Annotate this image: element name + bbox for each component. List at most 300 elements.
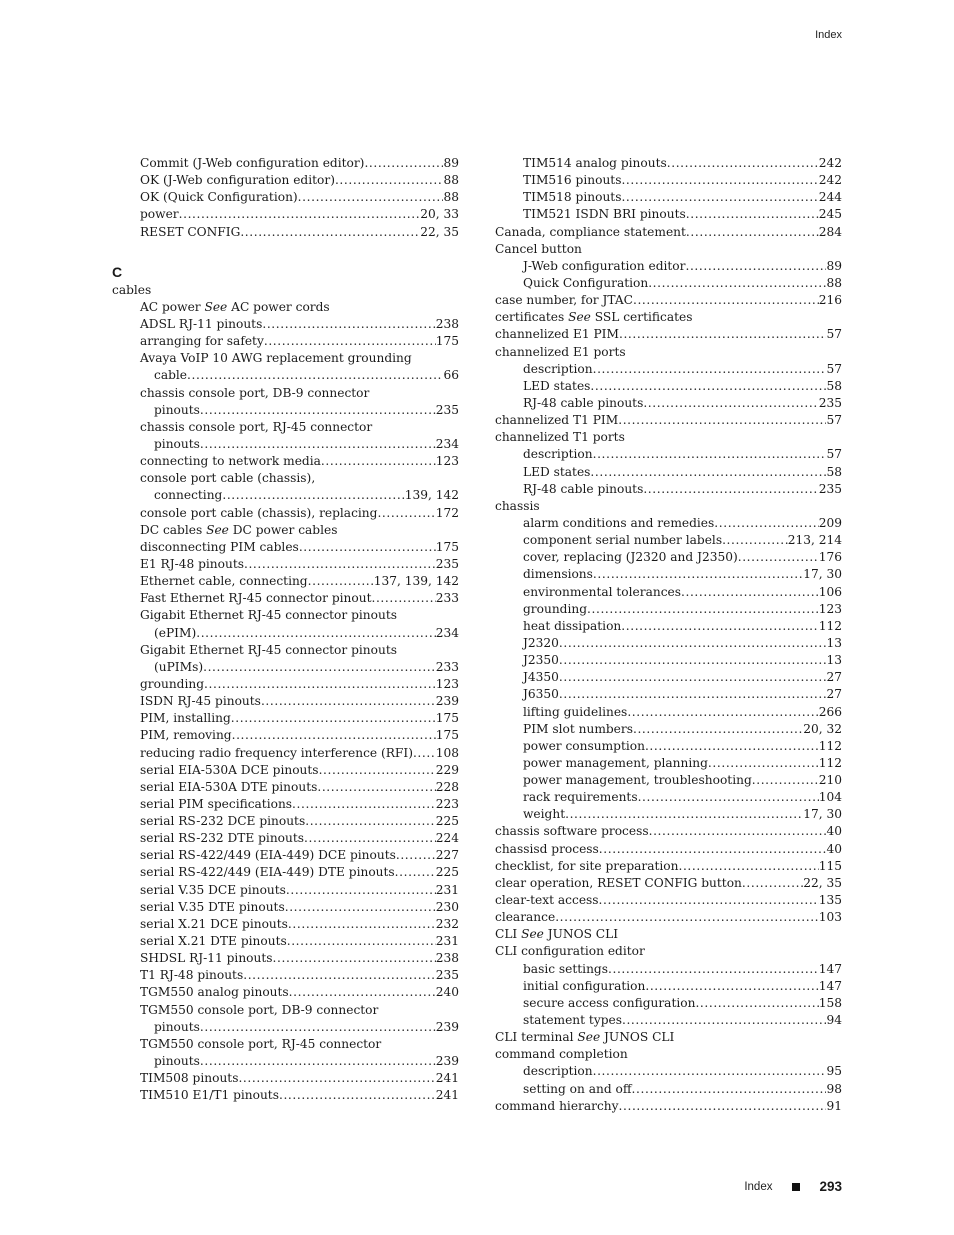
index-entry bbox=[112, 659, 459, 676]
index-entry bbox=[112, 984, 459, 1001]
index-term: reducing radio frequency interference (RFI) bbox=[140, 745, 413, 760]
see-reference: See bbox=[568, 310, 591, 325]
page-reference: 234 bbox=[435, 625, 459, 640]
dot-leader bbox=[321, 453, 436, 470]
index-entry bbox=[495, 978, 842, 995]
index-entry bbox=[495, 926, 842, 943]
dot-leader bbox=[299, 539, 436, 556]
index-term: DC cables See DC power cables bbox=[140, 522, 338, 537]
index-entry bbox=[495, 361, 842, 378]
dot-leader bbox=[396, 847, 436, 864]
index-entry bbox=[112, 453, 459, 470]
page-reference: 22, 35 bbox=[420, 224, 459, 239]
index-term: serial V.35 DCE pinouts bbox=[140, 882, 286, 897]
dot-leader bbox=[395, 864, 436, 881]
page-reference: 108 bbox=[435, 745, 459, 760]
index-entry bbox=[112, 625, 459, 642]
index-term: CLI configuration editor bbox=[495, 944, 645, 959]
index-term: AC power See AC power cords bbox=[140, 299, 330, 314]
page-reference: 175 bbox=[435, 711, 459, 726]
index-term: pinouts bbox=[154, 402, 200, 417]
dot-leader bbox=[742, 875, 803, 892]
index-term: serial EIA-530A DCE pinouts bbox=[140, 762, 319, 777]
index-term: LED states bbox=[523, 464, 591, 479]
index-entry bbox=[112, 745, 459, 762]
page-reference: 123 bbox=[818, 601, 842, 616]
index-term: PIM slot numbers bbox=[523, 721, 633, 736]
dot-leader bbox=[565, 806, 803, 823]
index-term: serial RS-422/449 (EIA-449) DCE pinouts bbox=[140, 848, 396, 863]
index-term: SHDSL RJ-11 pinouts bbox=[140, 951, 273, 966]
index-entry bbox=[112, 830, 459, 847]
index-term: clearance bbox=[495, 910, 556, 925]
index-term: channelized T1 PIM bbox=[495, 413, 619, 428]
page-reference: 135 bbox=[818, 893, 842, 908]
index-entry bbox=[112, 206, 459, 223]
dot-leader bbox=[559, 686, 827, 703]
index-entry bbox=[112, 1070, 459, 1087]
dot-leader bbox=[681, 584, 819, 601]
page-reference: 57 bbox=[826, 413, 842, 428]
dot-leader bbox=[649, 823, 827, 840]
index-term: setting on and off bbox=[523, 1081, 632, 1096]
index-entry bbox=[495, 1098, 842, 1115]
index-entry bbox=[495, 412, 842, 429]
index-entry bbox=[112, 1053, 459, 1070]
index-term: Gigabit Ethernet RJ-45 connector pinouts bbox=[140, 642, 397, 657]
page-reference: 27 bbox=[826, 670, 842, 685]
index-entry bbox=[112, 402, 459, 419]
index-term: OK (J-Web configuration editor) bbox=[140, 173, 335, 188]
index-term: rack requirements bbox=[523, 790, 638, 805]
index-term: command completion bbox=[495, 1047, 628, 1062]
index-entry bbox=[495, 326, 842, 343]
dot-leader bbox=[593, 446, 827, 463]
index-term: clear operation, RESET CONFIG button bbox=[495, 875, 742, 890]
dot-leader bbox=[232, 727, 436, 744]
page-reference: 235 bbox=[435, 968, 459, 983]
index-term: channelized E1 ports bbox=[495, 344, 626, 359]
page-reference: 235 bbox=[435, 402, 459, 417]
page-reference: 241 bbox=[435, 1071, 459, 1086]
page-reference: 88 bbox=[443, 190, 459, 205]
dot-leader bbox=[364, 155, 443, 172]
page-reference: 158 bbox=[818, 995, 842, 1010]
dot-leader bbox=[187, 367, 443, 384]
index-entry bbox=[112, 385, 459, 402]
index-term: lifting guidelines bbox=[523, 704, 628, 719]
dot-leader bbox=[196, 625, 436, 642]
index-entry bbox=[112, 155, 459, 172]
dot-leader bbox=[308, 573, 374, 590]
index-entry bbox=[495, 1012, 842, 1029]
dot-leader bbox=[593, 1063, 827, 1080]
index-term: T1 RJ-48 pinouts bbox=[140, 968, 244, 983]
index-entry bbox=[112, 350, 459, 367]
index-term: pinouts bbox=[154, 436, 200, 451]
index-term: clear-text access bbox=[495, 893, 599, 908]
index-entry bbox=[112, 172, 459, 189]
dot-leader bbox=[204, 676, 436, 693]
page-reference: 239 bbox=[435, 694, 459, 709]
dot-leader bbox=[638, 789, 819, 806]
dot-leader bbox=[559, 652, 827, 669]
dot-leader bbox=[559, 635, 827, 652]
page-reference: 225 bbox=[435, 814, 459, 829]
dot-leader bbox=[200, 1019, 436, 1036]
index-term: command hierarchy bbox=[495, 1098, 619, 1113]
index-entry bbox=[495, 515, 842, 532]
dot-leader bbox=[618, 412, 826, 429]
dot-leader bbox=[621, 172, 818, 189]
index-term: RESET CONFIG bbox=[140, 224, 241, 239]
index-entry bbox=[495, 172, 842, 189]
dot-leader bbox=[587, 601, 819, 618]
index-entry bbox=[112, 1087, 459, 1104]
index-entry bbox=[495, 772, 842, 789]
index-entry bbox=[495, 395, 842, 412]
dot-leader bbox=[608, 961, 819, 978]
see-reference: See bbox=[206, 522, 229, 537]
dot-leader bbox=[244, 556, 436, 573]
index-entry bbox=[112, 899, 459, 916]
page-reference: 88 bbox=[443, 173, 459, 188]
index-entry bbox=[495, 258, 842, 275]
dot-leader bbox=[240, 224, 420, 241]
page-reference: 172 bbox=[435, 505, 459, 520]
dot-leader bbox=[371, 590, 435, 607]
index-entry bbox=[112, 539, 459, 556]
dot-leader bbox=[667, 155, 819, 172]
dot-leader bbox=[377, 505, 435, 522]
see-reference: See bbox=[577, 1030, 601, 1045]
dot-leader bbox=[287, 933, 436, 950]
page-reference: 94 bbox=[826, 1013, 842, 1028]
index-term: chassisd process bbox=[495, 841, 599, 856]
dot-leader bbox=[231, 710, 436, 727]
index-term: power management, troubleshooting bbox=[523, 773, 752, 788]
dot-leader bbox=[627, 704, 818, 721]
index-term: J-Web configuration editor bbox=[523, 258, 686, 273]
index-term: TIM521 ISDN BRI pinouts bbox=[523, 207, 686, 222]
index-entry bbox=[112, 762, 459, 779]
index-term: PIM, removing bbox=[140, 728, 232, 743]
index-entry bbox=[112, 436, 459, 453]
page-reference: 235 bbox=[818, 481, 842, 496]
index-entry bbox=[495, 464, 842, 481]
index-entry bbox=[495, 206, 842, 223]
footer-section-label: Index bbox=[744, 1180, 773, 1193]
index-entry bbox=[112, 933, 459, 950]
index-term: TGM550 console port, RJ-45 connector bbox=[140, 1036, 382, 1051]
page-reference: 22, 35 bbox=[803, 875, 842, 890]
page-reference: 233 bbox=[435, 591, 459, 606]
index-term: cable bbox=[154, 368, 188, 383]
page-reference: 40 bbox=[826, 824, 842, 839]
index-term: cables bbox=[112, 282, 152, 297]
dot-leader bbox=[599, 841, 827, 858]
index-entry bbox=[112, 470, 459, 487]
dot-leader bbox=[305, 813, 436, 830]
index-entry bbox=[495, 961, 842, 978]
page-reference: 225 bbox=[435, 865, 459, 880]
index-entry bbox=[112, 950, 459, 967]
index-entry bbox=[112, 813, 459, 830]
page-reference: 147 bbox=[818, 978, 842, 993]
index-term: alarm conditions and remedies bbox=[523, 515, 715, 530]
page-reference: 139, 142 bbox=[404, 488, 459, 503]
index-term: power management, planning bbox=[523, 755, 708, 770]
dot-leader bbox=[722, 532, 788, 549]
dot-leader bbox=[593, 361, 827, 378]
index-entry bbox=[495, 635, 842, 652]
dot-leader bbox=[279, 1087, 436, 1104]
page-reference: 91 bbox=[826, 1098, 842, 1113]
index-term: RJ-48 cable pinouts bbox=[523, 481, 644, 496]
index-term: serial EIA-530A DTE pinouts bbox=[140, 779, 318, 794]
dot-leader bbox=[238, 1070, 435, 1087]
dot-leader bbox=[298, 189, 444, 206]
index-entry bbox=[495, 275, 842, 292]
index-term: basic settings bbox=[523, 961, 608, 976]
index-entry bbox=[495, 789, 842, 806]
dot-leader bbox=[643, 395, 818, 412]
index-term: TIM514 analog pinouts bbox=[523, 156, 667, 170]
index-term: serial RS-232 DCE pinouts bbox=[140, 814, 306, 829]
dot-leader bbox=[261, 693, 436, 710]
page-reference: 115 bbox=[818, 858, 842, 873]
page-reference: 27 bbox=[826, 687, 842, 702]
index-entry bbox=[495, 669, 842, 686]
page-reference: 66 bbox=[443, 368, 459, 383]
page-reference: 20, 32 bbox=[803, 721, 842, 736]
dot-leader bbox=[633, 721, 803, 738]
index-term: TIM516 pinouts bbox=[523, 173, 622, 188]
page-reference: 17, 30 bbox=[803, 567, 842, 582]
index-entry bbox=[495, 755, 842, 772]
page-reference: 106 bbox=[818, 584, 842, 599]
index-term: (uPIMs) bbox=[154, 659, 204, 674]
page-reference: 242 bbox=[818, 173, 842, 188]
index-entry bbox=[495, 652, 842, 669]
index-term: TIM518 pinouts bbox=[523, 190, 622, 205]
dot-leader bbox=[686, 224, 819, 241]
index-entry bbox=[495, 292, 842, 309]
page-reference: 213, 214 bbox=[787, 533, 842, 548]
index-term: TIM508 pinouts bbox=[140, 1071, 239, 1086]
page-reference: 227 bbox=[435, 848, 459, 863]
index-entry bbox=[112, 590, 459, 607]
index-entry bbox=[112, 642, 459, 659]
index-entry bbox=[112, 1019, 459, 1036]
page-reference: 89 bbox=[443, 156, 459, 170]
index-entry bbox=[495, 841, 842, 858]
page-reference: 147 bbox=[818, 961, 842, 976]
index-term: channelized T1 ports bbox=[495, 430, 625, 445]
page-reference: 233 bbox=[435, 659, 459, 674]
index-term: serial X.21 DTE pinouts bbox=[140, 934, 287, 949]
index-term: weight bbox=[523, 807, 566, 822]
index-entry bbox=[112, 710, 459, 727]
index-entry bbox=[112, 522, 459, 539]
dot-leader bbox=[288, 916, 436, 933]
index-entry bbox=[495, 806, 842, 823]
dot-leader bbox=[593, 566, 803, 583]
dot-leader bbox=[643, 481, 818, 498]
index-term: chassis console port, RJ-45 connector bbox=[140, 419, 373, 434]
page-reference: 40 bbox=[826, 841, 842, 856]
page-reference: 228 bbox=[435, 779, 459, 794]
index-term: Canada, compliance statement bbox=[495, 224, 686, 239]
index-term: chassis bbox=[495, 498, 540, 513]
dot-leader bbox=[203, 659, 436, 676]
index-term: ISDN RJ-45 pinouts bbox=[140, 694, 261, 709]
index-entry bbox=[495, 378, 842, 395]
dot-leader bbox=[285, 899, 436, 916]
index-term: J2320 bbox=[523, 635, 559, 650]
index-entry bbox=[112, 779, 459, 796]
dot-leader bbox=[262, 316, 435, 333]
dot-leader bbox=[200, 402, 436, 419]
page-reference: 231 bbox=[435, 934, 459, 949]
page-reference: 89 bbox=[826, 258, 842, 273]
index-term: Commit (J-Web configuration editor) bbox=[140, 156, 365, 170]
index-term: power bbox=[140, 207, 179, 222]
index-entry bbox=[112, 333, 459, 350]
index-entry bbox=[112, 556, 459, 573]
index-entry bbox=[495, 875, 842, 892]
index-term: component serial number labels bbox=[523, 533, 723, 548]
index-term: J6350 bbox=[523, 687, 559, 702]
index-entry bbox=[495, 601, 842, 618]
dot-leader bbox=[289, 984, 436, 1001]
page-number: 293 bbox=[819, 1179, 842, 1194]
dot-leader bbox=[319, 762, 436, 779]
index-entry bbox=[112, 967, 459, 984]
page-reference: 235 bbox=[818, 395, 842, 410]
dot-leader bbox=[632, 1081, 827, 1098]
page-reference: 216 bbox=[818, 293, 842, 308]
index-entry bbox=[495, 823, 842, 840]
page-reference: 57 bbox=[826, 327, 842, 342]
index-entry bbox=[495, 1046, 842, 1063]
index-term: initial configuration bbox=[523, 978, 646, 993]
page-reference: 242 bbox=[818, 156, 842, 170]
index-term: TGM550 analog pinouts bbox=[140, 985, 289, 1000]
index-entry bbox=[495, 446, 842, 463]
dot-leader bbox=[222, 487, 404, 504]
page-reference: 112 bbox=[818, 618, 842, 633]
index-entry bbox=[112, 505, 459, 522]
page-reference: 230 bbox=[435, 899, 459, 914]
index-term: description bbox=[523, 1064, 593, 1079]
index-entry bbox=[495, 549, 842, 566]
index-entry bbox=[112, 1002, 459, 1019]
dot-leader bbox=[752, 772, 819, 789]
index-term: LED states bbox=[523, 378, 591, 393]
running-header: Index bbox=[815, 29, 842, 41]
index-column-left bbox=[112, 155, 459, 1104]
dot-leader bbox=[413, 745, 436, 762]
page-reference: 98 bbox=[826, 1081, 842, 1096]
page-reference: 13 bbox=[826, 635, 842, 650]
index-term: disconnecting PIM cables bbox=[140, 539, 299, 554]
index-entry bbox=[112, 316, 459, 333]
page-reference: 284 bbox=[818, 224, 842, 239]
index-letter-heading: C bbox=[112, 263, 123, 280]
index-entry bbox=[495, 241, 842, 258]
index-entry bbox=[112, 693, 459, 710]
dot-leader bbox=[685, 258, 826, 275]
dot-leader bbox=[678, 858, 818, 875]
see-reference: See bbox=[521, 927, 544, 942]
dot-leader bbox=[695, 995, 818, 1012]
index-entry bbox=[495, 1063, 842, 1080]
page-reference: 238 bbox=[435, 316, 459, 331]
index-term: connecting bbox=[154, 488, 223, 503]
index-term: TIM510 E1/T1 pinouts bbox=[140, 1088, 279, 1103]
index-entry bbox=[112, 282, 459, 299]
dot-leader bbox=[243, 967, 436, 984]
index-term: chassis console port, DB-9 connector bbox=[140, 385, 370, 400]
page-reference: 13 bbox=[826, 653, 842, 668]
page-reference: 241 bbox=[435, 1088, 459, 1103]
dot-leader bbox=[619, 1098, 827, 1115]
dot-leader bbox=[273, 950, 436, 967]
index-entry bbox=[495, 943, 842, 960]
dot-leader bbox=[590, 378, 826, 395]
index-term: dimensions bbox=[523, 567, 593, 582]
dot-leader bbox=[304, 830, 436, 847]
index-entry bbox=[112, 299, 459, 316]
dot-leader bbox=[714, 515, 818, 532]
page-reference: 240 bbox=[435, 985, 459, 1000]
dot-leader bbox=[622, 1012, 827, 1029]
dot-leader bbox=[621, 618, 818, 635]
dot-leader bbox=[555, 909, 819, 926]
index-entry bbox=[495, 429, 842, 446]
page-reference: 245 bbox=[818, 207, 842, 222]
page-reference: 58 bbox=[826, 378, 842, 393]
index-term: pinouts bbox=[154, 1054, 200, 1069]
page-reference: 112 bbox=[818, 755, 842, 770]
index-term: case number, for JTAC bbox=[495, 293, 633, 308]
page-reference: 235 bbox=[435, 556, 459, 571]
index-term: statement types bbox=[523, 1013, 622, 1028]
index-entry bbox=[495, 892, 842, 909]
page-reference: 103 bbox=[818, 910, 842, 925]
index-entry bbox=[112, 1036, 459, 1053]
index-entry bbox=[495, 224, 842, 241]
page-reference: 234 bbox=[435, 436, 459, 451]
page-reference: 137, 139, 142 bbox=[373, 574, 459, 589]
index-entry bbox=[495, 309, 842, 326]
dot-leader bbox=[645, 978, 818, 995]
page-reference: 232 bbox=[435, 916, 459, 931]
index-term: CLI terminal See JUNOS CLI bbox=[495, 1030, 675, 1045]
dot-leader bbox=[179, 206, 421, 223]
dot-leader bbox=[590, 464, 826, 481]
index-entry bbox=[495, 481, 842, 498]
index-entry bbox=[495, 721, 842, 738]
index-term: PIM, installing bbox=[140, 711, 231, 726]
index-entry bbox=[495, 738, 842, 755]
index-term: channelized E1 PIM bbox=[495, 327, 619, 342]
page-reference: 209 bbox=[818, 515, 842, 530]
index-column-right bbox=[495, 155, 842, 1115]
page-reference: 238 bbox=[435, 951, 459, 966]
index-entry bbox=[495, 566, 842, 583]
